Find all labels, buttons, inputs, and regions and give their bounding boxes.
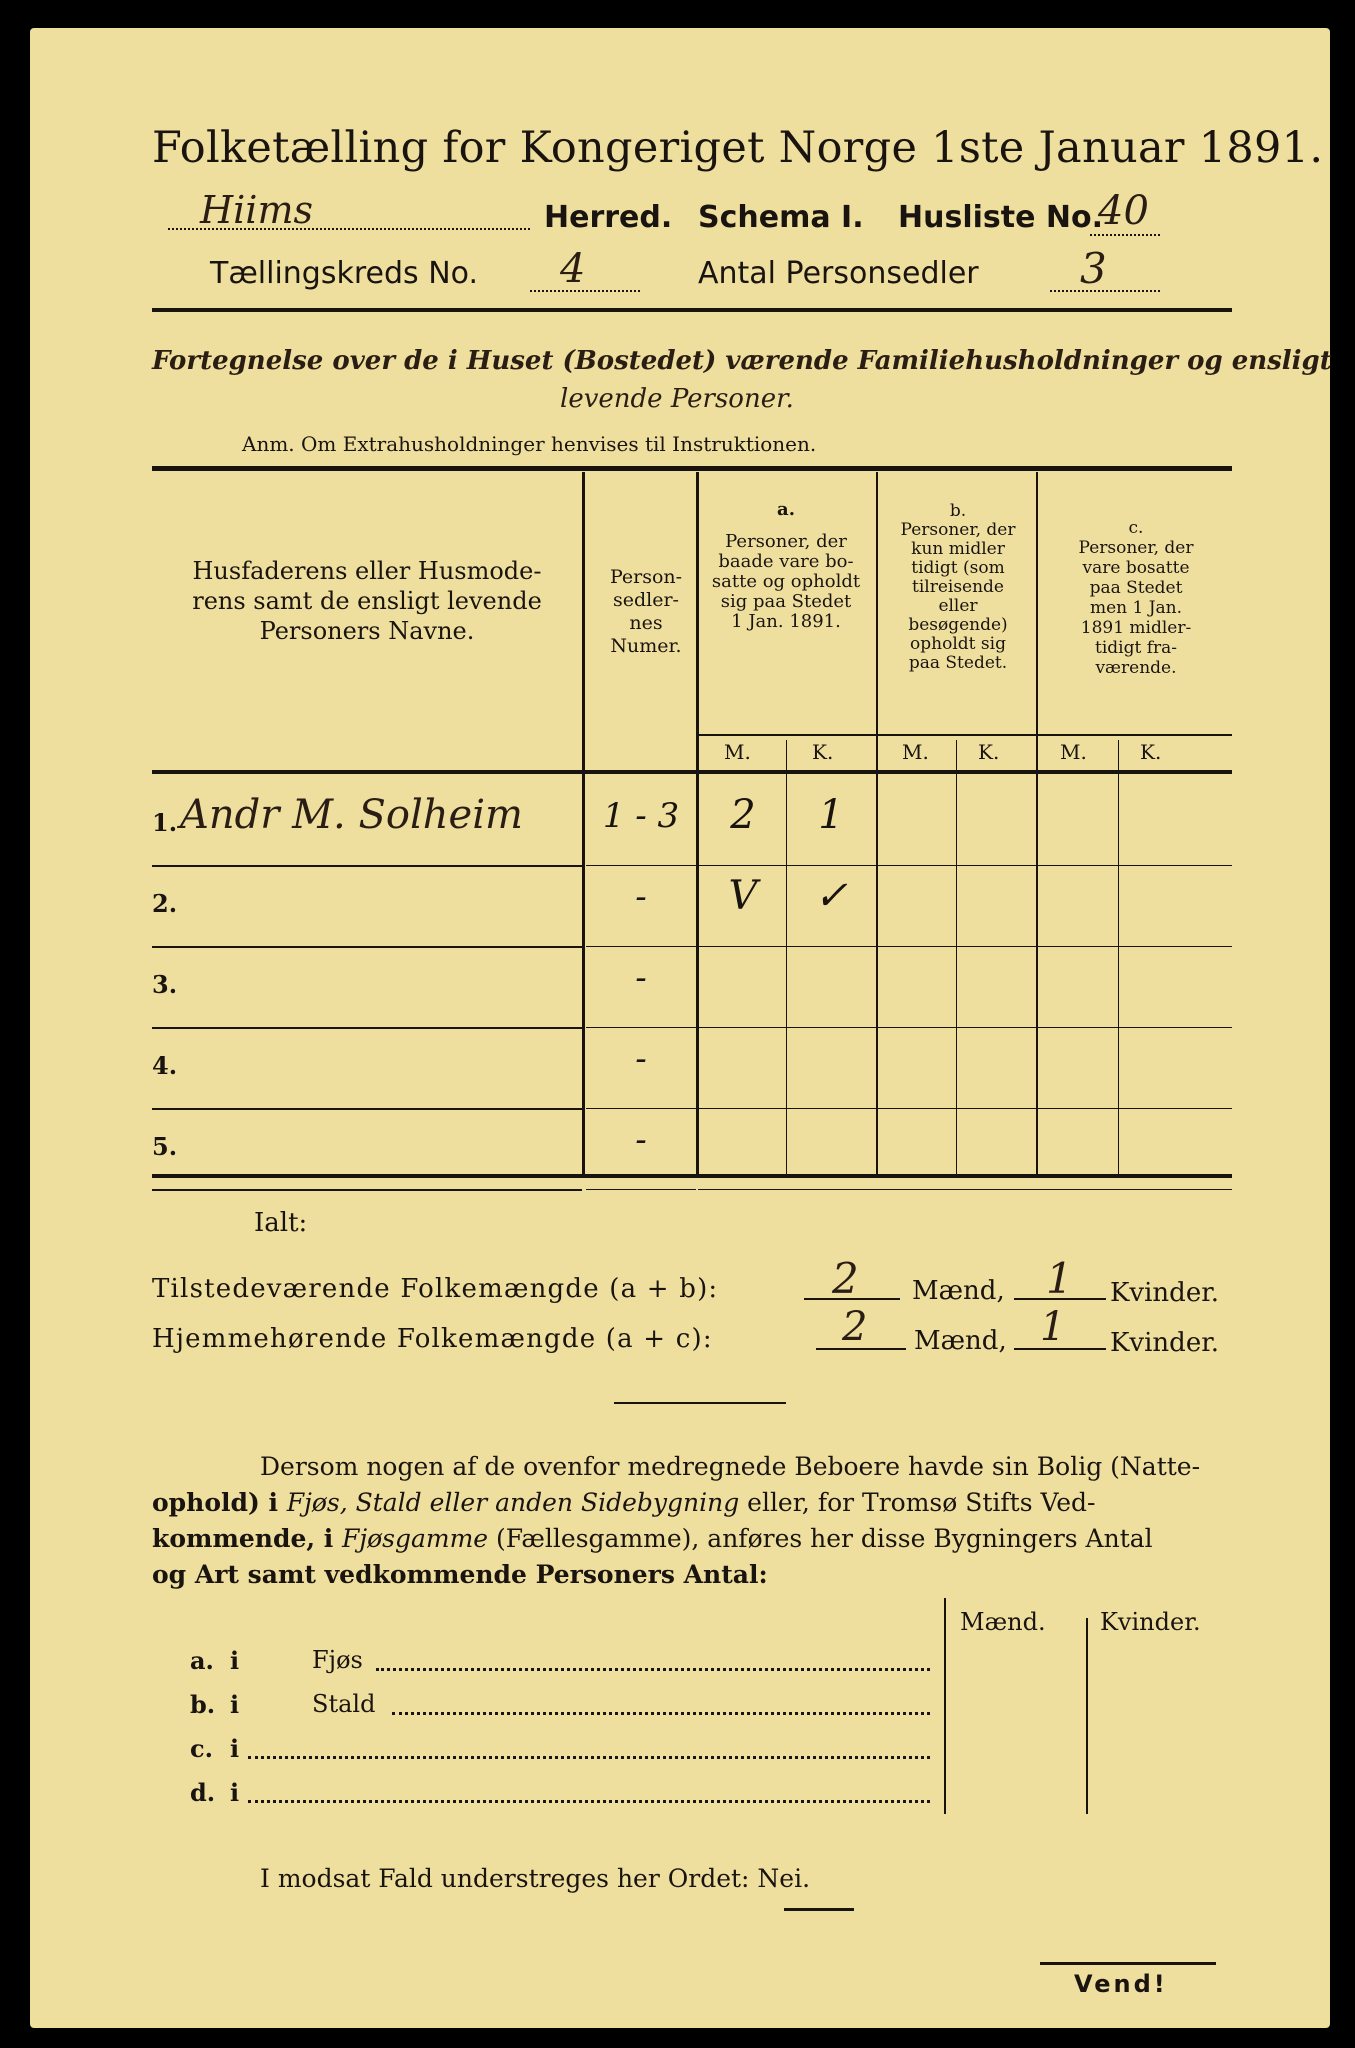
c-k-label: K. [1140,740,1162,764]
table-header-bottom-rule [152,770,1232,774]
row-rule-cells [698,946,1232,947]
table-bottom-rule [152,1174,1232,1178]
building-row-letter: a. [190,1646,214,1675]
row-rule-cells [698,1027,1232,1028]
col-c-header: c. Personer, der vare bosatte paa Stedet men 1 Jan. 1891 midler- tidigt fra- værende. [1078,518,1194,678]
header-rule [152,308,1232,312]
row-a-k: ✓ [814,873,848,919]
nei-underline [784,1908,854,1911]
row-rule-num [586,1108,696,1109]
antal-value: 3 [1080,244,1107,293]
row-rule-name [152,865,582,867]
hjemme-label: Hjemmehørende Folkemængde (a + c): [152,1324,713,1354]
b-k-label: K. [978,740,1000,764]
hjemme-k-value: 1 [1040,1304,1066,1350]
ialt-label: Ialt: [254,1208,308,1238]
subheader-rule [698,734,1232,736]
building-row-i: i [230,1646,240,1675]
buildings-p2: ophold) i Fjøs, Stald eller anden Sidebygning eller, for Tromsø Stifts Ved- [152,1488,1096,1517]
row-number: 4. [152,1051,178,1080]
husliste-label: Husliste No. [898,200,1103,235]
building-row-dots [376,1668,930,1671]
row-a-m: 2 [730,792,756,838]
building-row-i: i [230,1734,240,1763]
row-number: 5. [152,1132,178,1161]
intro-line1: Fortegnelse over de i Huset (Bostedet) værende Familiehusholdninger og ensligt [152,346,1332,376]
row-rule-num [586,1027,696,1028]
building-row-label: Fjøs [312,1646,363,1674]
building-row-label: Stald [312,1690,376,1718]
table-top-rule [152,466,1232,471]
row-rule-name [152,1189,582,1191]
col-b-header: b. Personer, der kun midler tidigt (som tilreisende eller besøgende) opholdt sig paa Stedet. [900,501,1016,673]
row-number: 2. [152,889,178,918]
hjemme-kvinder: Kvinder. [1110,1328,1220,1358]
building-row-i: i [230,1690,240,1719]
col-a-header: a. Personer, der baade vare bo- satte og opholdt sig paa Stedet 1 Jan. 1891. [711,499,861,632]
schema-label: Schema I. [698,200,864,235]
building-row-i: i [230,1778,240,1807]
buildings-p3: kommende, i Fjøsgamme (Fællesgamme), anføres her disse Bygningers Antal [152,1524,1153,1553]
hjemme-m-value: 2 [842,1304,868,1350]
vrule-4 [1036,472,1038,1174]
tilstede-k-value: 1 [1046,1254,1073,1303]
col-name-header: Husfaderens eller Husmode- rens samt de ensligt levende Personers Navne. [192,557,542,645]
row-a-k: 1 [818,792,844,838]
b-m-label: M. [902,740,929,764]
building-row-letter: c. [190,1734,213,1763]
tilstede-label: Tilstedeværende Folkemængde (a + b): [152,1274,719,1304]
buildings-kvinder-header: Kvinder. [1100,1608,1201,1636]
row-rule-name [152,946,582,948]
herred-label: Herred. [544,200,673,235]
vend-rule [1040,1962,1216,1965]
row-rule-num [586,1189,696,1190]
tilstede-kvinder: Kvinder. [1110,1278,1220,1308]
building-row-letter: d. [190,1778,216,1807]
kreds-value: 4 [560,246,586,292]
row-number: 1. [152,808,178,837]
anm-note: Anm. Om Extrahusholdninger henvises til Instruktionen. [242,432,817,456]
row-a-m: V [728,873,758,919]
c-m-label: M. [1060,740,1087,764]
building-row-dots [392,1712,930,1715]
a-k-label: K. [812,740,834,764]
husliste-dotline [1090,234,1160,236]
row-rule-cells [698,1189,1232,1190]
buildings-vrule-1 [944,1598,946,1814]
building-row-dots [248,1756,930,1759]
vend-label: Vend! [1074,1970,1168,1998]
row-personsedler-num: - [635,877,647,917]
row-rule-num [586,946,696,947]
census-form [30,28,1330,2028]
buildings-p1: Dersom nogen af de ovenfor medregnede Beboere havde sin Bolig (Natte- [260,1452,1201,1481]
vrule-1 [582,472,585,1174]
row-rule-name [152,1108,582,1110]
row-name: Andr M. Solheim [180,792,523,838]
row-rule-name [152,1027,582,1029]
hjemme-maend: Mænd, [914,1326,1007,1356]
row-personsedler-num: - [635,958,647,998]
buildings-p4: og Art samt vedkommende Personers Antal: [152,1560,768,1589]
row-personsedler-num: 1 - 3 [602,796,680,836]
tilstede-maend: Mænd, [912,1276,1005,1306]
buildings-maend-header: Mænd. [960,1608,1046,1636]
husliste-value: 40 [1098,188,1149,234]
modsat-line: I modsat Fald understreges her Ordet: Nei. [260,1864,811,1893]
intro-line2: levende Personer. [560,384,794,414]
building-row-letter: b. [190,1690,216,1719]
kreds-label: Tællingskreds No. [210,256,478,291]
vrule-2 [696,472,699,1174]
vrule-3 [876,472,878,1174]
row-rule-num [586,865,696,866]
a-m-label: M. [724,740,751,764]
row-rule-cells [698,865,1232,866]
row-personsedler-num: - [635,1039,647,1079]
section-divider [614,1402,786,1404]
form-title: Folketælling for Kongeriget Norge 1ste Januar 1891. [152,123,1324,173]
row-rule-cells [698,1108,1232,1109]
col-num-header: Person- sedler- nes Numer. [609,566,683,657]
antal-label: Antal Personsedler [698,256,979,291]
buildings-vrule-2 [1086,1618,1088,1814]
row-number: 3. [152,970,178,999]
row-personsedler-num: - [635,1120,647,1160]
tilstede-m-value: 2 [832,1254,859,1303]
herred-value: Hiims [200,188,313,232]
building-row-dots [248,1800,930,1803]
